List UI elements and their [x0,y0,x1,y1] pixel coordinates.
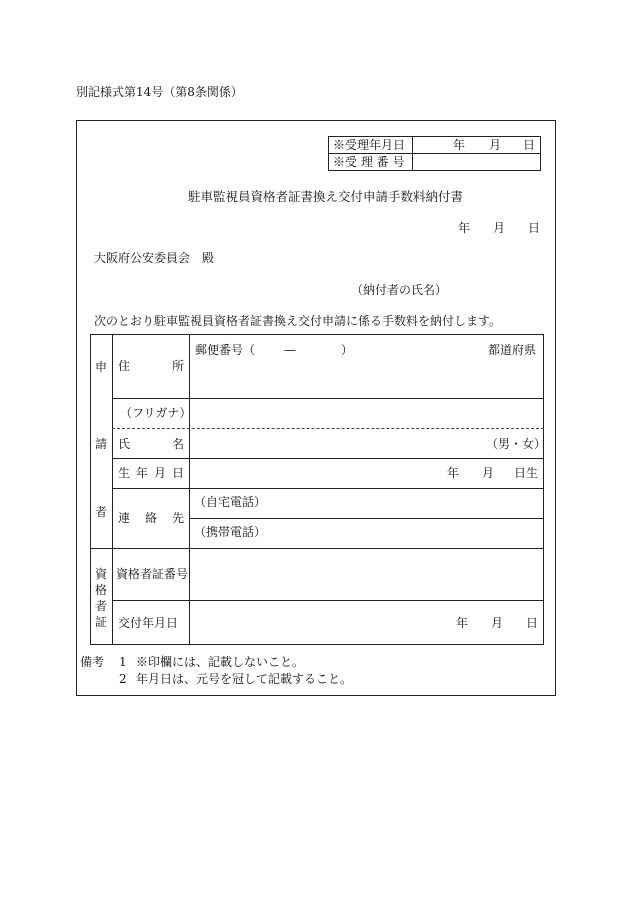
table-hline-certnum [112,600,544,601]
cert-number-label: 資格者証番号 [116,567,189,581]
receipt-day: 日 [523,138,536,152]
receipt-number-label: ※受 理 番 号 [333,155,405,169]
note-2-text: 年月日は、元号を冠して記載すること。 [136,672,353,686]
table-hline-birth [112,488,544,489]
birth-month: 月 [482,466,495,480]
home-phone-field[interactable] [270,492,540,514]
postal-dash: — [284,343,296,357]
birth-day: 日生 [514,466,539,480]
receipt-month: 月 [489,138,502,152]
address-label: 住 所 [118,359,184,373]
form-number: 別記様式第14号（第8条関係） [76,85,243,99]
notes-label: 備考 [80,655,105,669]
name-label: 氏 名 [118,437,184,451]
home-phone-label: （自宅電話） [194,495,267,509]
date-day: 日 [528,221,541,235]
receipt-divider [328,153,541,154]
receipt-col-divider [412,136,413,171]
birth-year: 年 [447,466,460,480]
address-field[interactable] [194,362,540,394]
gender-label: （男・女） [486,437,547,451]
issue-year: 年 [456,616,469,630]
contact-label: 連 絡 先 [118,511,184,525]
table-hline-phone [189,518,544,519]
date-year: 年 [458,221,471,235]
issue-date-label: 交付年月日 [118,616,179,630]
issue-month: 月 [491,616,504,630]
name-field[interactable] [194,432,480,454]
table-vline-label [189,334,190,645]
receipt-number-field[interactable] [415,155,539,169]
postal-label: 郵便番号（ [195,343,256,357]
receipt-date-label: ※受理年月日 [333,138,406,152]
prefecture-label: 都道府県 [488,343,537,357]
cert-number-field[interactable] [194,553,540,595]
addressee: 大阪府公安委員会 殿 [94,251,215,265]
table-hline-section [90,548,544,549]
table-dash-furigana [112,428,544,429]
section-char-3: 者 [95,505,108,519]
furigana-field[interactable] [194,402,540,424]
receipt-year: 年 [453,138,466,152]
table-hline-name [112,458,544,459]
note-2-num: 2 [119,672,127,686]
section-char-1: 申 [95,360,108,374]
payer-name-field[interactable] [440,282,544,296]
issue-day: 日 [526,616,539,630]
mobile-phone-label: （携帯電話） [194,525,267,539]
date-month: 月 [493,221,506,235]
note-1-num: 1 [119,655,127,669]
document-title: 駐車監視員資格者証書換え交付申請手数料納付書 [188,189,464,204]
furigana-label: （フリガナ） [120,406,192,420]
birth-label: 生 年 月 日 [118,466,184,480]
statement: 次のとおり駐車監視員資格者証書換え交付申請に係る手数料を納付します。 [94,314,502,328]
mobile-phone-field[interactable] [270,522,540,544]
note-1-text: ※印欄には、記載しないこと。 [136,655,305,669]
cert-section-label: 資 格 者 証 [94,567,107,629]
payer-name-label: （納付者の氏名） [351,283,448,297]
postal-close: ） [341,343,354,357]
section-char-2: 請 [95,437,108,451]
table-vline-section [112,334,113,645]
table-hline-address [112,398,544,399]
